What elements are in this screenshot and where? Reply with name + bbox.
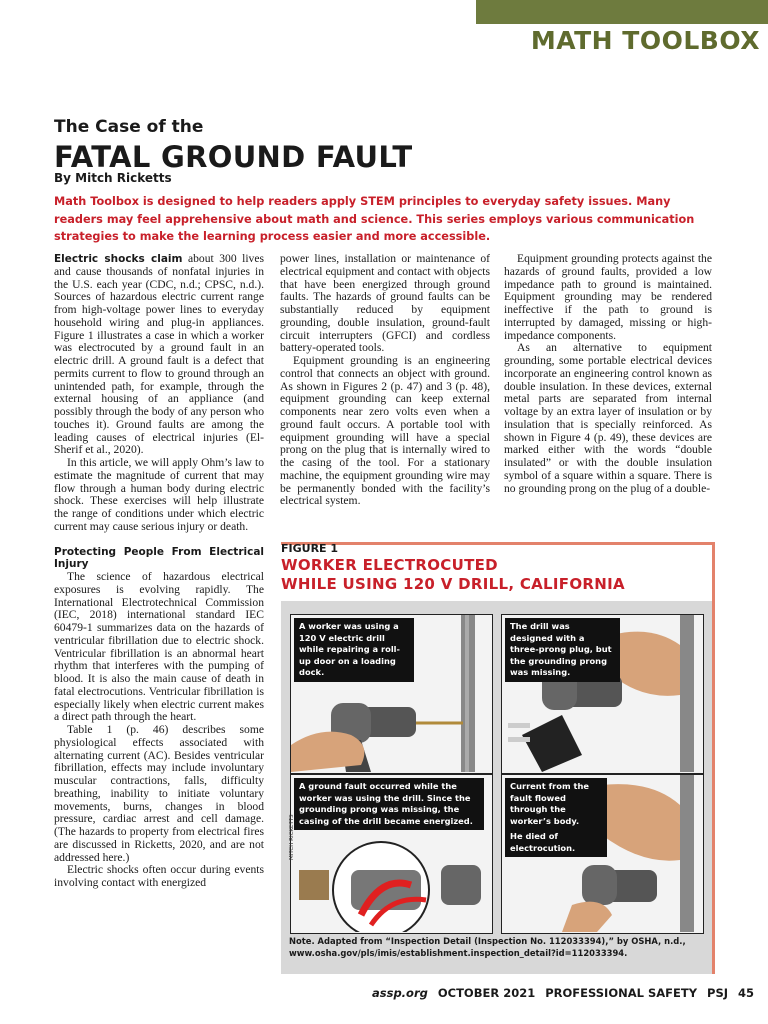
section-banner	[476, 0, 768, 24]
illustration-credit: MITCH RICKETTS	[289, 814, 295, 860]
paragraph: Equipment grounding is an engineering control that connects an object with ground. As shown in Figures 2 (p. 47) and 3 (p. 48), equipment grounding can keep external components near zero volts even when a ground fault occurs. A portable tool with equipment grounding will have a special prong on the plug that is internally wired to the casing of the tool. For a stationary machine, the equipment grounding wire may be permanently bonded with the facility’s electrical system.	[280, 354, 490, 508]
subheading: Protecting People From Electrical Injury	[54, 545, 264, 571]
footer-date: OCTOBER 2021	[437, 986, 536, 1000]
figure-panel-2	[501, 614, 704, 774]
paragraph: Table 1 (p. 46) describes some physiological effects associated with alternating current (AC). Besides ventricular fibrillation, effects may include involuntary muscular contractions, falls, difficulty breathing, inability to initiate voluntary movements, burns, changes in blood pressure, cardiac arrest and cell damage. (The hazards to property from electrical fires are discussed in Ricketts, 2020, and are not addressed here.)	[54, 723, 264, 864]
footer-journal: PROFESSIONAL SAFETY	[545, 986, 698, 1000]
paragraph-text: about 300 lives and cause thousands of nonfatal injuries in the U.S. each year (CDC, n.d.; CPSC, n.d.). Sources of hazardous electric current range from high-voltage power lines to everyday household wiring and plug-in appliances. Figure 1 illustrates a case in which a worker was electrocuted by a ground fault in an electric drill. A ground fault is a defect that permits current to flow to ground through an unintended path, for example, through the external housing of an appliance (and possibly through the body of any person who touches it). Ground faults are among the leading causes of electrical injuries (El-Sherif et al., 2020).	[54, 252, 264, 457]
intro-text: Math Toolbox is designed to help readers apply STEM principles to everyday safety issues. Many readers may feel apprehensive about math and science. This series employs various communication strategies to make the learning process easier and more accessible.	[54, 195, 695, 243]
paragraph: As an alternative to equipment grounding, some portable electrical devices incorporate an engineering control known as double insulation. In these devices, external metal parts are separated from internal voltage by an extra layer of insulation or by insulation that is specially reinforced. As shown in Figure 4 (p. 49), these devices are marked either with the words “double insulated” or with the double insulation symbol of a square within a square. There is no grounding prong on the plug of a double-	[504, 341, 712, 495]
body-column-3	[504, 253, 712, 495]
figure-panel-3	[290, 774, 493, 934]
paragraph: In this article, we will apply Ohm’s law to estimate the magnitude of current that may flow through a human body during electric shock. These exercises will help illustrate the range of conditions under which electric current may cause serious injury or death.	[54, 456, 264, 533]
section-label: MATH TOOLBOX	[530, 26, 760, 55]
paragraph: Equipment grounding protects against the hazards of ground faults, provided a low impedance path to ground is maintained. Equipment grounding may be rendered ineffective if the path to ground is interrupted by damaged, missing or high-impedance components.	[504, 252, 712, 342]
footer-abbr: PSJ	[707, 986, 729, 1000]
panel-caption-line: Current from the fault flowed through the worker’s body.	[510, 781, 590, 826]
footer-site: assp.org	[372, 986, 428, 1000]
panel-caption: The drill was designed with a three-prong plug, but the grounding prong was missing.	[505, 618, 620, 682]
lead-in: Electric shocks claim	[54, 253, 183, 265]
page-footer	[372, 986, 754, 1000]
figure-panel-4	[501, 774, 704, 934]
title-pre: The Case of the	[54, 117, 204, 137]
panel-caption: A worker was using a 120 V electric drill while repairing a roll-up door on a loading dock.	[294, 618, 414, 682]
page-number: 45	[738, 986, 755, 1000]
figure-title-line: WHILE USING 120 V DRILL, CALIFORNIA	[281, 575, 625, 593]
figure-panel-1	[290, 614, 493, 774]
byline: By Mitch Ricketts	[54, 171, 172, 185]
paragraph: Electric shocks often occur during events involving contact with energized	[54, 863, 264, 889]
paragraph: power lines, installation or maintenance of electrical equipment and contact with objects that have been energized through ground faults. The hazards of ground faults can be substantially reduced by equipment grounding, double insulation, ground-fault circuit interrupters (GFCI) and cordless battery-operated tools.	[280, 252, 490, 355]
paragraph: The science of hazardous electrical exposures is evolving rapidly. The International Electrotechnical Commission (IEC, 2018) international standard IEC 60479-1 summarizes data on the hazards of ventricular fibrillation due to electric shock. Ventricular fibrillation is an abnormal heart rhythm that interferes with the pumping of blood. It is also the main cause of death in fatal electrocutions. Ventricular fibrillation is especially likely when electric current makes a direct path through the heart.	[54, 570, 264, 724]
body-column-2	[280, 253, 490, 508]
figure-title	[281, 556, 701, 594]
panel-caption	[505, 778, 607, 857]
figure-note: Note. Adapted from “Inspection Detail (Inspection No. 112033394),” by OSHA, n.d., www.osha.gov/pls/imis/establishment.inspection_detail?id=112033394.	[289, 936, 686, 958]
body-column-1	[54, 253, 264, 890]
figure-title-line: WORKER ELECTROCUTED	[281, 556, 498, 574]
panel-caption-line: He died of electrocution.	[510, 831, 576, 853]
panel-caption: A ground fault occurred while the worker was using the drill. Since the grounding prong was missing, the casing of the drill became energized.	[294, 778, 484, 830]
page-title: FATAL GROUND FAULT	[54, 140, 413, 174]
paragraph	[54, 253, 264, 457]
figure-label: FIGURE 1	[281, 542, 339, 555]
